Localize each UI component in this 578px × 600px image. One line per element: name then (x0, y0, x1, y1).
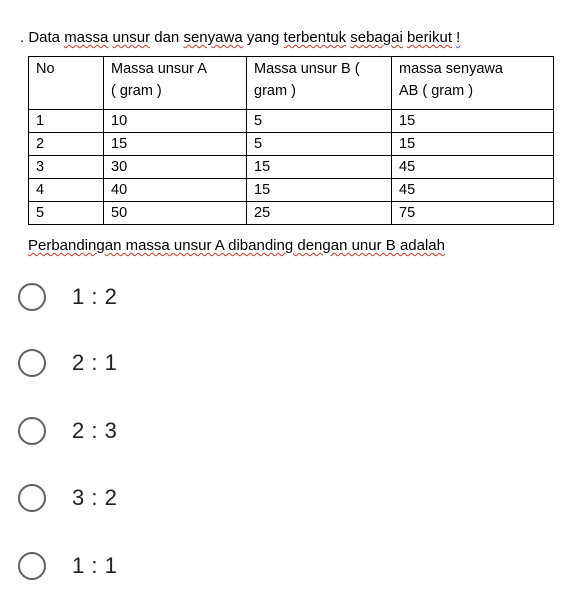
radio-circle-icon[interactable] (18, 417, 46, 445)
option-3-2[interactable] (18, 478, 318, 518)
question-intro (20, 29, 460, 47)
table-cell: 45 (392, 156, 554, 179)
table-cell: 15 (392, 110, 554, 133)
intro-prefix: . Data (20, 29, 65, 46)
table-header-massa-a (104, 57, 247, 110)
table-row (29, 156, 554, 179)
intro-word: terbentuk (283, 29, 347, 46)
intro-text: dan (150, 29, 184, 46)
intro-word: senyawa (183, 29, 243, 46)
table-cell: 30 (104, 156, 247, 179)
table-header-massa-b (247, 57, 392, 110)
header-text: Massa unsur A (111, 61, 207, 77)
header-text: ( gram ) (111, 83, 162, 99)
table-header-massa-ab (392, 57, 554, 110)
table-cell: 25 (247, 202, 392, 225)
intro-text: yang (242, 29, 284, 46)
table-cell: 5 (247, 110, 392, 133)
table-cell: 15 (247, 179, 392, 202)
table-cell: 5 (29, 202, 104, 225)
table-cell: 2 (29, 133, 104, 156)
table-cell: 15 (247, 156, 392, 179)
table-cell: 1 (29, 110, 104, 133)
table-cell: 5 (247, 133, 392, 156)
table-cell: 40 (104, 179, 247, 202)
intro-word: sebagai (350, 29, 403, 46)
table-row (29, 110, 554, 133)
header-text: Massa unsur B ( (254, 61, 360, 77)
data-table (28, 56, 554, 225)
table-cell: 75 (392, 202, 554, 225)
option-label: 2 : 3 (72, 418, 118, 443)
table-cell: 3 (29, 156, 104, 179)
table-row (29, 202, 554, 225)
table-row (29, 179, 554, 202)
option-2-3[interactable] (18, 411, 318, 451)
intro-word: massa (64, 29, 109, 46)
header-text: massa senyawa (399, 61, 503, 77)
header-text: AB ( gram ) (399, 83, 474, 99)
radio-circle-icon[interactable] (18, 552, 46, 580)
table-cell: 15 (392, 133, 554, 156)
radio-circle-icon[interactable] (18, 484, 46, 512)
option-label: 1 : 2 (72, 284, 118, 309)
intro-word: ! (456, 29, 461, 46)
option-label: 2 : 1 (72, 350, 118, 375)
option-label: 3 : 2 (72, 485, 118, 510)
header-text: No (36, 61, 55, 77)
table-row (29, 133, 554, 156)
header-text: gram ) (254, 83, 296, 99)
option-1-1[interactable] (18, 546, 318, 586)
table-cell: 4 (29, 179, 104, 202)
intro-word: berikut (406, 29, 452, 46)
table-cell: 10 (104, 110, 247, 133)
option-2-1[interactable] (18, 343, 318, 383)
option-label: 1 : 1 (72, 553, 118, 578)
table-cell: 50 (104, 202, 247, 225)
option-1-2[interactable] (18, 277, 318, 317)
table-header-no (29, 57, 104, 110)
table-cell: 15 (104, 133, 247, 156)
intro-word: unsur (112, 29, 151, 46)
question-prompt: Perbandingan massa unsur A dibanding dengan unur B adalah (28, 237, 445, 254)
table-cell: 45 (392, 179, 554, 202)
question-image (0, 0, 578, 260)
radio-circle-icon[interactable] (18, 283, 46, 311)
radio-circle-icon[interactable] (18, 349, 46, 377)
table-header-row (29, 57, 554, 110)
